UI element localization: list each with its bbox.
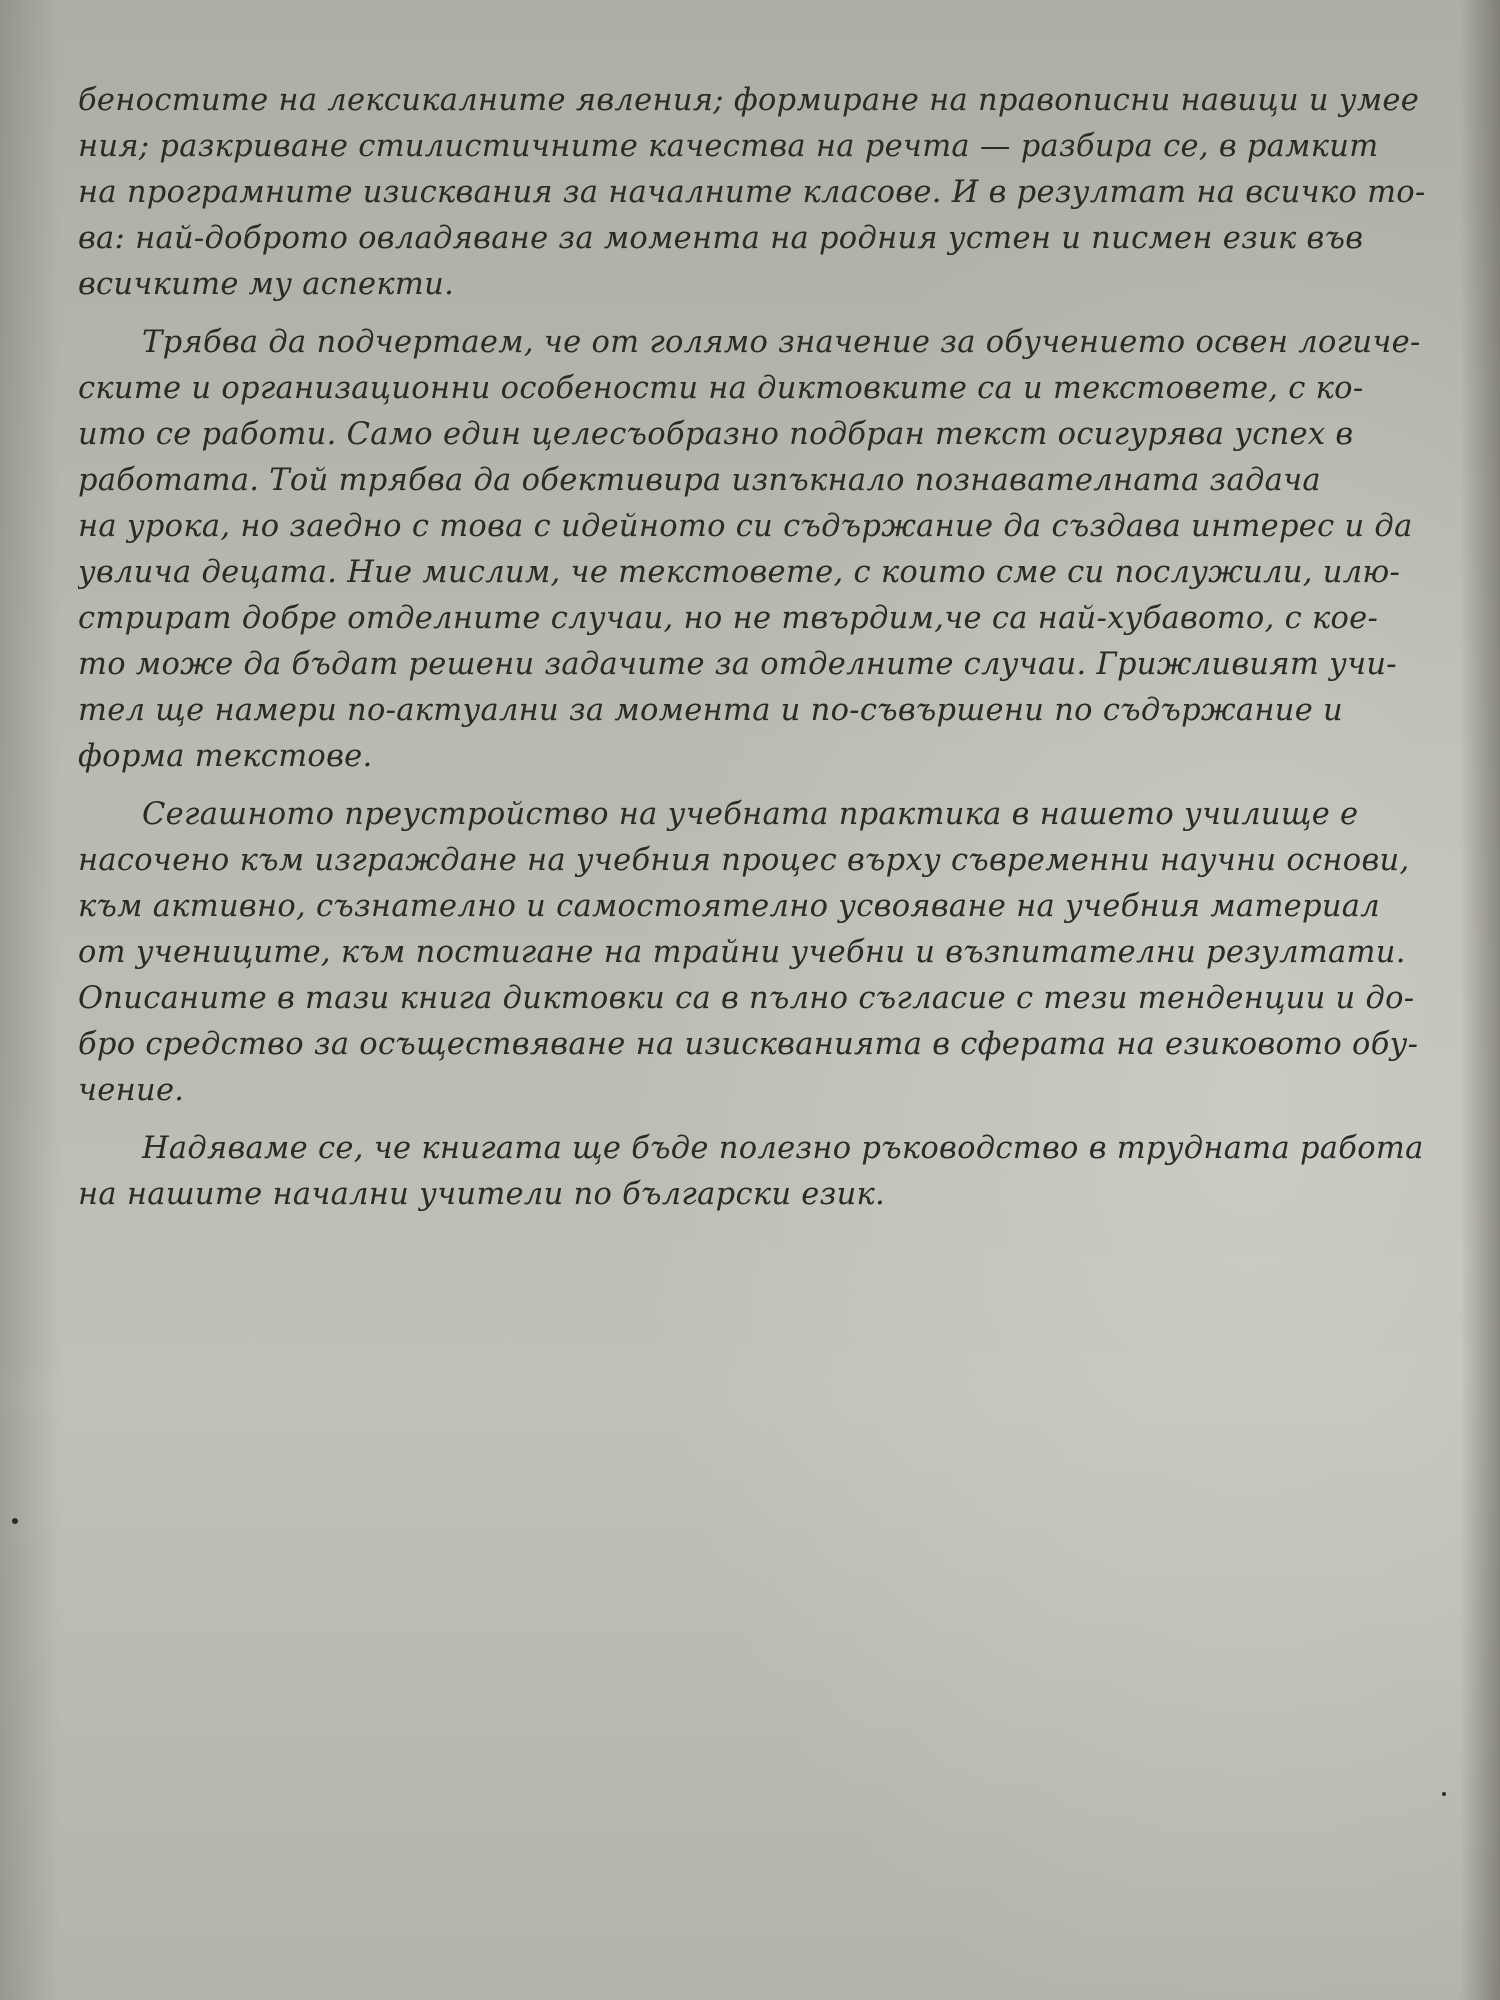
paper-speck [12,1518,18,1524]
text-line: всичките му аспекти. [78,267,455,302]
text-line: от учениците, към постигане на трайни учебни и възпитателни резултати. [78,935,1406,970]
paragraph-4 [78,1126,1478,1218]
paragraph-2 [78,320,1478,780]
text-line: на програмните изисквания за началните класове. И в резултат на всичко то- [78,175,1426,210]
text-line: ва: най-доброто овладяване за момента на родния устен и писмен език във [78,221,1364,256]
text-line: то може да бъдат решени задачите за отделните случаи. Грижливият учи- [78,647,1397,682]
paragraph-1 [78,78,1478,308]
text-line: Сегашното преустройство на учебната практика в нашето училище е [142,797,1359,832]
text-line: ито се работи. Само един целесъобразно подбран текст осигурява успех в [78,417,1354,452]
text-line: на урока, но заедно с това с идейното си съдържание да създава интерес и да [78,509,1413,544]
text-line: ния; разкриване стилистичните качества на речта — разбира се, в рамкит [78,129,1379,164]
text-line: работата. Той трябва да обективира изпъкнало познавателната задача [78,463,1321,498]
text-line: Трябва да подчертаем, че от голямо значение за обучението освен логиче- [142,325,1421,360]
text-line: Описаните в тази книга диктовки са в пълно съгласие с тези тенденции и до- [78,981,1415,1016]
text-line: ските и организационни особености на диктовките са и текстовете, с ко- [78,371,1364,406]
paper-speck [1442,1792,1446,1796]
text-line: беностите на лексикалните явления; формиране на правописни навици и умее [78,83,1420,118]
text-line: чение. [78,1073,185,1108]
text-line: към активно, съзнателно и самостоятелно усвояване на учебния материал [78,889,1380,924]
text-line: насочено към изграждане на учебния процес върху съвременни научни основи, [78,843,1410,878]
paragraph-3 [78,792,1478,1114]
text-line: на нашите начални учители по български език. [78,1177,886,1212]
text-line: увлича децата. Ние мислим, че текстовете, с които сме си послужили, илю- [78,555,1401,590]
text-line: бро средство за осъществяване на изискванията в сферата на езиковото обу- [78,1027,1419,1062]
text-line: стрират добре отделните случаи, но не твърдим,че са най-хубавото, с кое- [78,601,1379,636]
text-line: форма текстове. [78,739,373,774]
page-text [78,78,1478,1218]
page-shadow [0,0,60,2000]
text-line: тел ще намери по-актуални за момента и по-съвършени по съдържание и [78,693,1343,728]
text-line: Надяваме се, че книгата ще бъде полезно ръководство в трудната работа [142,1131,1424,1166]
